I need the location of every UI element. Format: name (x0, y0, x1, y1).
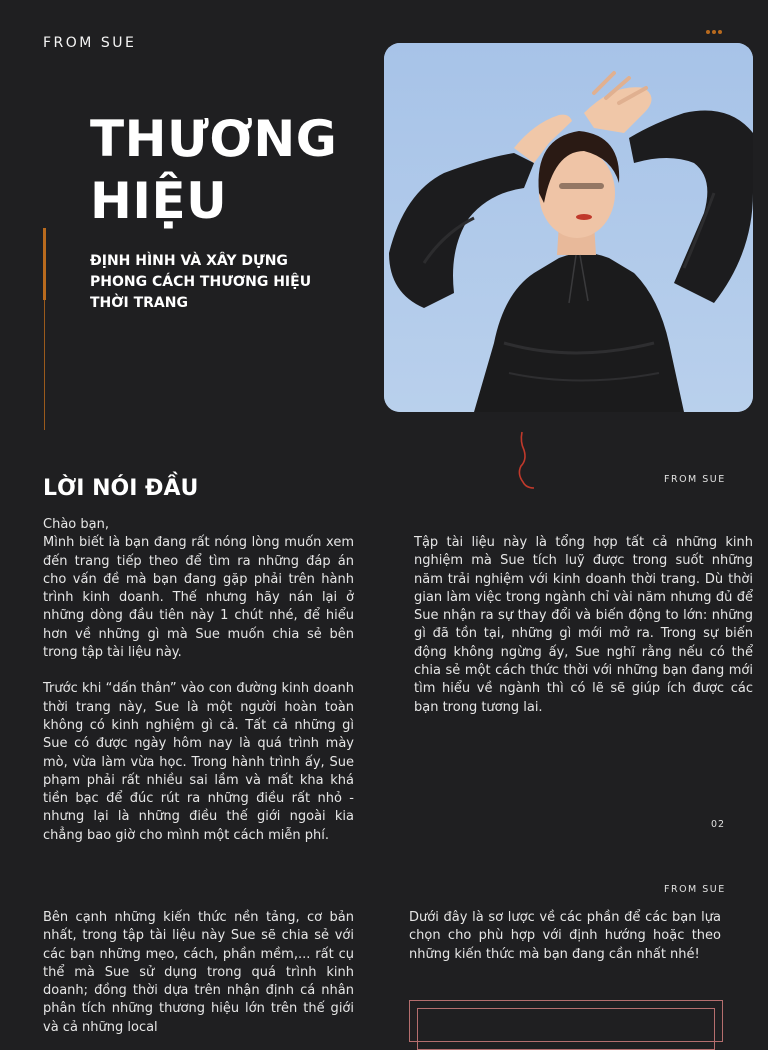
next-right-column (409, 909, 721, 964)
title-line-2: HIỆU (90, 172, 228, 230)
more-dots-icon (706, 30, 722, 34)
paragraph: Tập tài liệu này là tổng hợp tất cả những kinh nghiệm mà Sue tích luỹ được trong suốt những năm trải nghiệm với kinh doanh thời trang. Dù thời gian làm việc trong ngành chỉ vài năm nhưng đủ để Sue nhận ra sự thay đổi và biến động to lớn: những gì đã tồn tại, những gì mới mở ra. Trong sự biến động không ngừng ấy, Sue nghĩ rằng nếu có thể chia sẻ một cách thức thời với những bạn đang mới tìm hiểu về ngành thì có lẽ sẽ giúp ích được các bạn trong tương lai. (414, 535, 753, 715)
page-title (90, 108, 370, 232)
decorative-frame-inner (417, 1008, 715, 1050)
title-line-1: THƯƠNG (90, 110, 338, 168)
paragraph: Dưới đây là sơ lược về các phần để các bạn lựa chọn cho phù hợp với định hướng hoặc theo những kiến thức mà bạn đang cần nhất nhé! (409, 910, 721, 962)
intro-right-column (414, 534, 753, 717)
brand-label-bottom: FROM SUE (664, 884, 726, 895)
subtitle-line-2: PHONG CÁCH THƯƠNG HIỆU (90, 274, 312, 290)
paragraph: Bên cạnh những kiến thức nền tảng, cơ bản nhất, trong tập tài liệu này Sue sẽ chia sẻ với các bạn những mẹo, cách, phần mềm,... rất cụ thể mà Sue sử dụng trong quá trình kinh doanh; đồng thời dựa trên nhận định cá nhân phân tích những thương hiệu lớn trên thế giới và cả những local (43, 910, 354, 1035)
paragraph-spacer (43, 662, 354, 680)
brand-label-mid: FROM SUE (664, 474, 726, 485)
paragraph: Trước khi “dấn thân” vào con đường kinh doanh thời trang này, Sue là một người hoàn toàn không có kinh nghiệm gì cả. Tất cả những gì Sue có được ngày hôm nay là quá trình mày mò, vừa làm vừa học. Trong hành trình ấy, Sue phạm phải rất nhiều sai lầm và mất kha khá tiền bạc để đúc rút ra những điều rất nhỏ - nhưng lại là những điều thế giới ngoài kia chẳng bao giờ cho mình một cách miễn phí. (43, 681, 354, 843)
intro-left-column (43, 516, 354, 845)
paragraph: Chào bạn, (43, 517, 109, 532)
page-subtitle (90, 251, 360, 314)
subtitle-line-3: THỜI TRANG (90, 295, 188, 311)
next-left-column (43, 909, 354, 1037)
brand-label: FROM SUE (43, 35, 137, 51)
paragraph: Mình biết là bạn đang rất nóng lòng muốn xem đến trang tiếp theo để tìm ra những đáp án cho vấn đề mà bạn đang gặp phải trên hành trình kinh doanh. Thế nhưng hãy nán lại ở những dòng đầu tiên này 1 chút nhé, để hiểu hơn về những gì mà Sue muốn chia sẻ bên trong tập tài liệu này. (43, 535, 354, 661)
section-heading: LỜI NÓI ĐẦU (43, 476, 199, 501)
page-number: 02 (711, 819, 726, 830)
accent-line (44, 300, 45, 430)
hero-photo (384, 43, 753, 412)
subtitle-line-1: ĐỊNH HÌNH VÀ XÂY DỰNG (90, 253, 288, 269)
accent-bar (43, 228, 46, 300)
squiggle-decoration (514, 430, 538, 496)
